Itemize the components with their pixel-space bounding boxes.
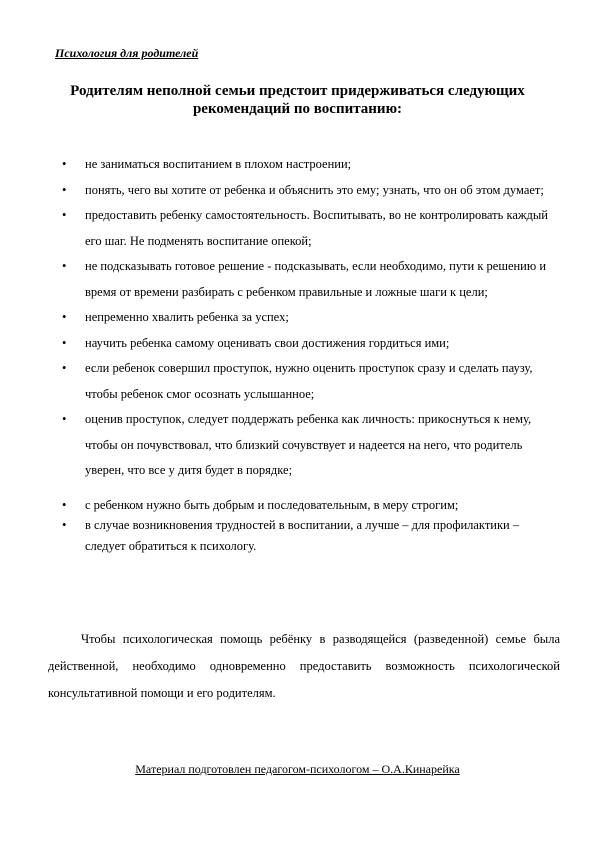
bullet-icon: • <box>62 517 67 532</box>
list-item-text: понять, чего вы хотите от ребенка и объяснить это ему; узнать, что он об этом думает; <box>85 182 544 197</box>
list-item <box>62 305 562 331</box>
bullet-icon: • <box>62 497 67 512</box>
list-item-text: непременно хвалить ребенка за успех; <box>85 310 289 324</box>
recommendations-list <box>62 152 562 557</box>
bullet-icon: • <box>62 361 67 375</box>
author-credit: Материал подготовлен педагогом-психологом – О.А.Кинарейка <box>135 762 460 776</box>
list-item-text: с ребенком нужно быть добрым и последовательным, в меру строгим; <box>85 497 459 512</box>
list-item-text: оценив проступок, следует поддержать ребенка как личность: прикоснуться к нему, чтобы он почувствовал, что близкий сочувствует и надеется на него, что родитель уверен, что все у дитя будет в порядке; <box>85 412 532 477</box>
list-item <box>62 178 562 204</box>
list-item <box>62 331 562 357</box>
list-item-text: предоставить ребенку самостоятельность. Воспитывать, во не контролировать каждый его шаг. Не подменять воспитание опекой; <box>85 208 548 248</box>
bullet-icon: • <box>62 259 67 273</box>
list-item-text: не подсказывать готовое решение - подсказывать, если необходимо, пути к решению и время от времени разбирать с ребенком правильные и ложные шаги к цели; <box>85 259 547 299</box>
section-label: Психология для родителей <box>55 46 199 60</box>
list-item <box>62 515 562 557</box>
bullet-icon: • <box>62 335 67 350</box>
list-item-text: не заниматься воспитанием в плохом настроении; <box>85 157 352 171</box>
list-item <box>62 254 562 305</box>
bullet-icon: • <box>62 310 67 324</box>
list-item <box>62 152 562 178</box>
list-item <box>62 495 562 515</box>
document-title: Родителям неполной семьи предстоит придерживаться следующих рекомендаций по воспитанию: <box>70 83 525 117</box>
bullet-icon: • <box>62 182 67 197</box>
list-item-text: научить ребенка самому оценивать свои достижения гордиться ими; <box>85 335 450 350</box>
bullet-icon: • <box>62 208 67 222</box>
list-item-text: в случае возникновения трудностей в воспитании, а лучше – для профилактики – следует обратиться к психологу. <box>85 517 520 553</box>
bullet-icon: • <box>62 412 67 426</box>
list-item <box>62 203 562 254</box>
list-item-text: если ребенок совершил проступок, нужно оценить проступок сразу и сделать паузу, чтобы ребенок смог осознать услышанное; <box>85 361 533 401</box>
list-item <box>62 407 562 484</box>
list-item <box>62 356 562 407</box>
closing-paragraph: Чтобы психологическая помощь ребёнку в разводящейся (разведенной) семье была действенной, необходимо одновременно предоставить возможность психологической консультативной помощи и его родителям. <box>48 632 560 700</box>
bullet-icon: • <box>62 157 67 171</box>
